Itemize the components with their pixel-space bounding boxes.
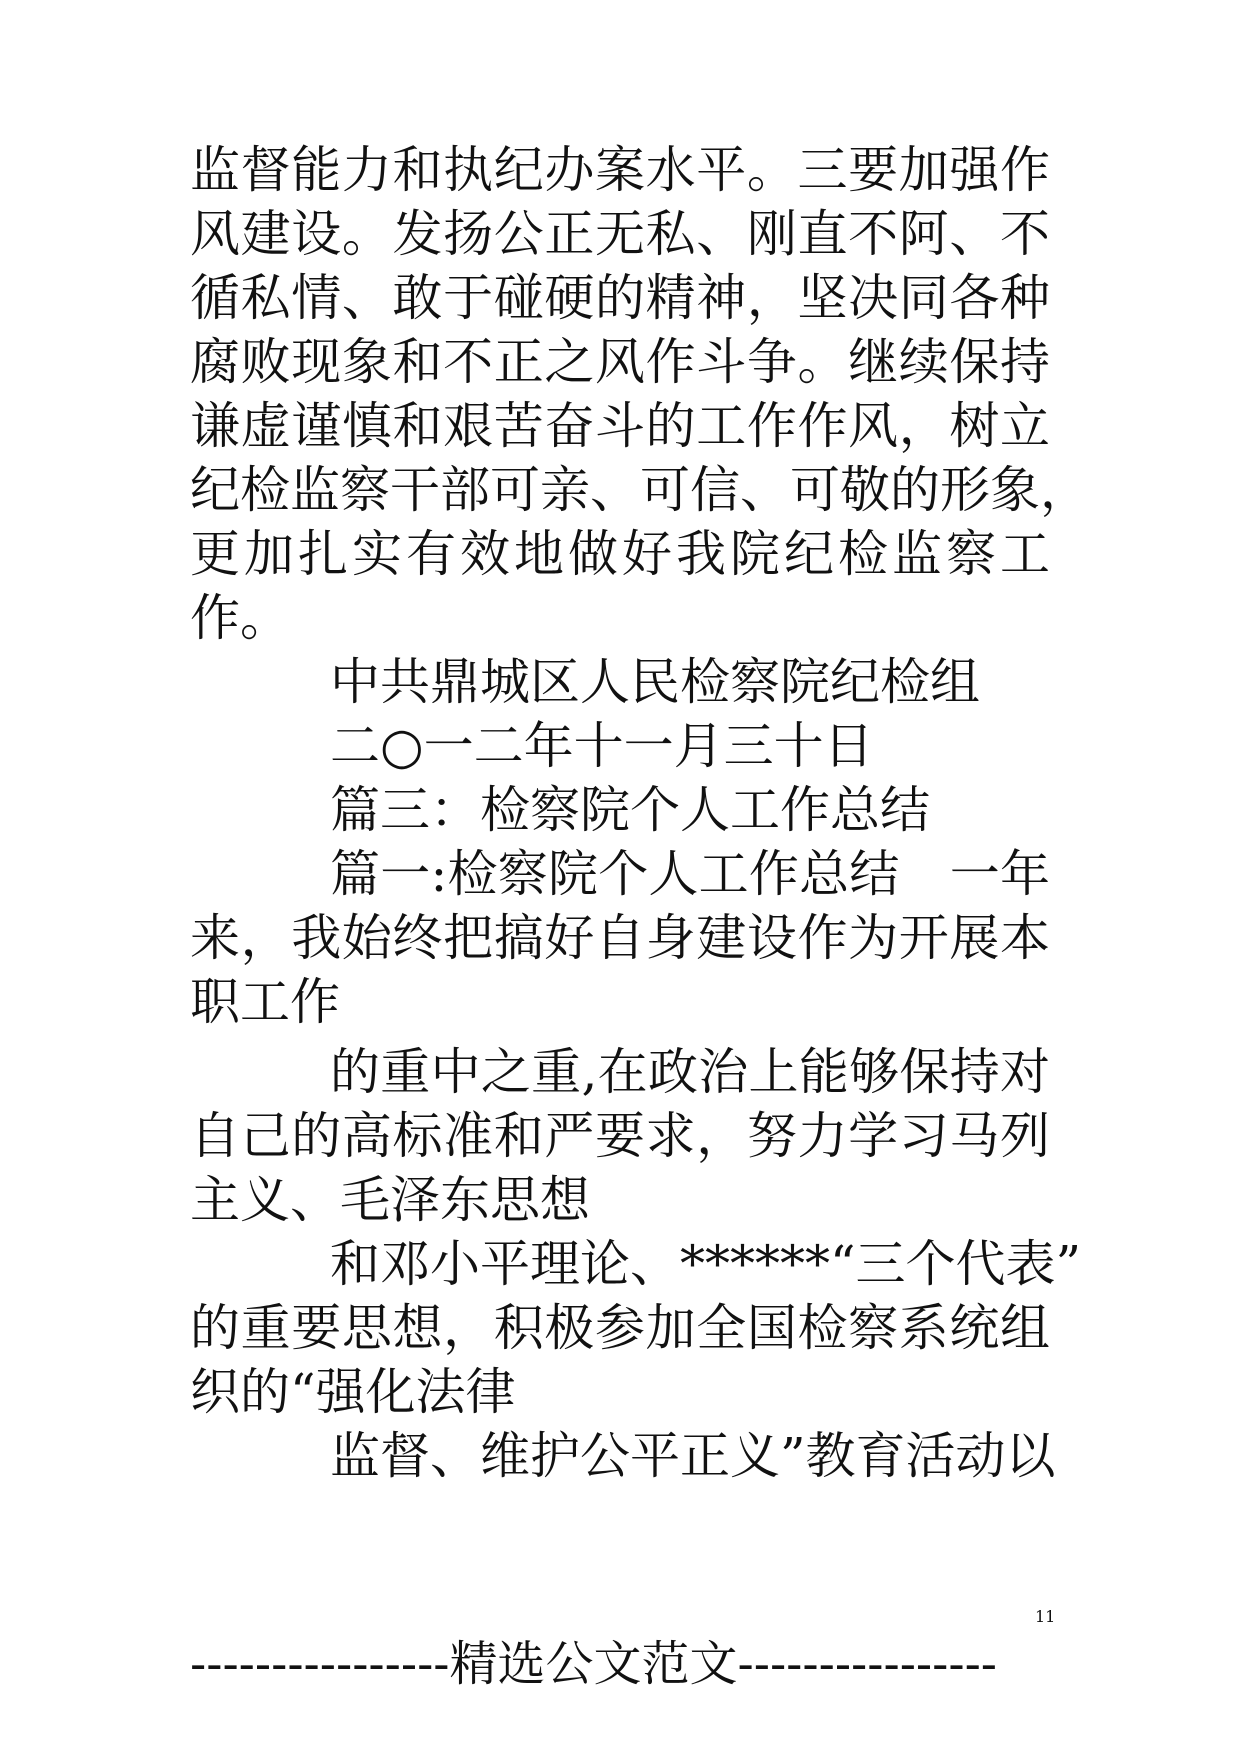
text-line-5: 谦虚谨慎和艰苦奋斗的工作作风，树立 [190,397,1050,455]
text-line-7: 更加扎实有效地做好我院纪检监察工 [190,525,1050,583]
text-line-8: 作。 [190,589,290,647]
text-line-18: 和邓小平理论、******“三个代表” [330,1235,1082,1293]
text-line-2: 风建设。发扬公正无私、刚直不阿、不 [190,205,1050,263]
text-line-20: 织的“强化法律 [190,1363,516,1421]
paragraph-start: 篇一:检察院个人工作总结 一年 [330,845,1050,903]
text-line-16: 自己的高标准和严要求，努力学习马列 [190,1107,1050,1165]
text-line-4: 腐败现象和不正之风作斗争。继续保持 [190,333,1050,391]
text-line-15: 的重中之重,在政治上能够保持对 [330,1043,1050,1101]
text-line-3: 循私情、敢于碰硬的精神，坚决同各种 [190,269,1050,327]
text-line-14: 职工作 [190,973,340,1031]
text-line-17: 主义、毛泽东思想 [190,1171,590,1229]
footer-label: ----------------精选公文范文---------------- [190,1636,998,1692]
section-heading: 篇三：检察院个人工作总结 [330,781,930,839]
text-line-1: 监督能力和执纪办案水平。三要加强作 [190,141,1050,199]
text-line-13: 来，我始终把搞好自身建设作为开展本 [190,909,1050,967]
text-line-6: 纪检监察干部可亲、可信、可敬的形象， [190,461,1090,519]
signature-date: 二○一二年十一月三十日 [330,717,874,775]
page-number: 11 [1035,1607,1056,1626]
text-line-19: 的重要思想，积极参加全国检察系统组 [190,1299,1050,1357]
signature-organization: 中共鼎城区人民检察院纪检组 [330,653,980,711]
text-line-21: 监督、维护公平正义”教育活动以 [330,1427,1056,1485]
